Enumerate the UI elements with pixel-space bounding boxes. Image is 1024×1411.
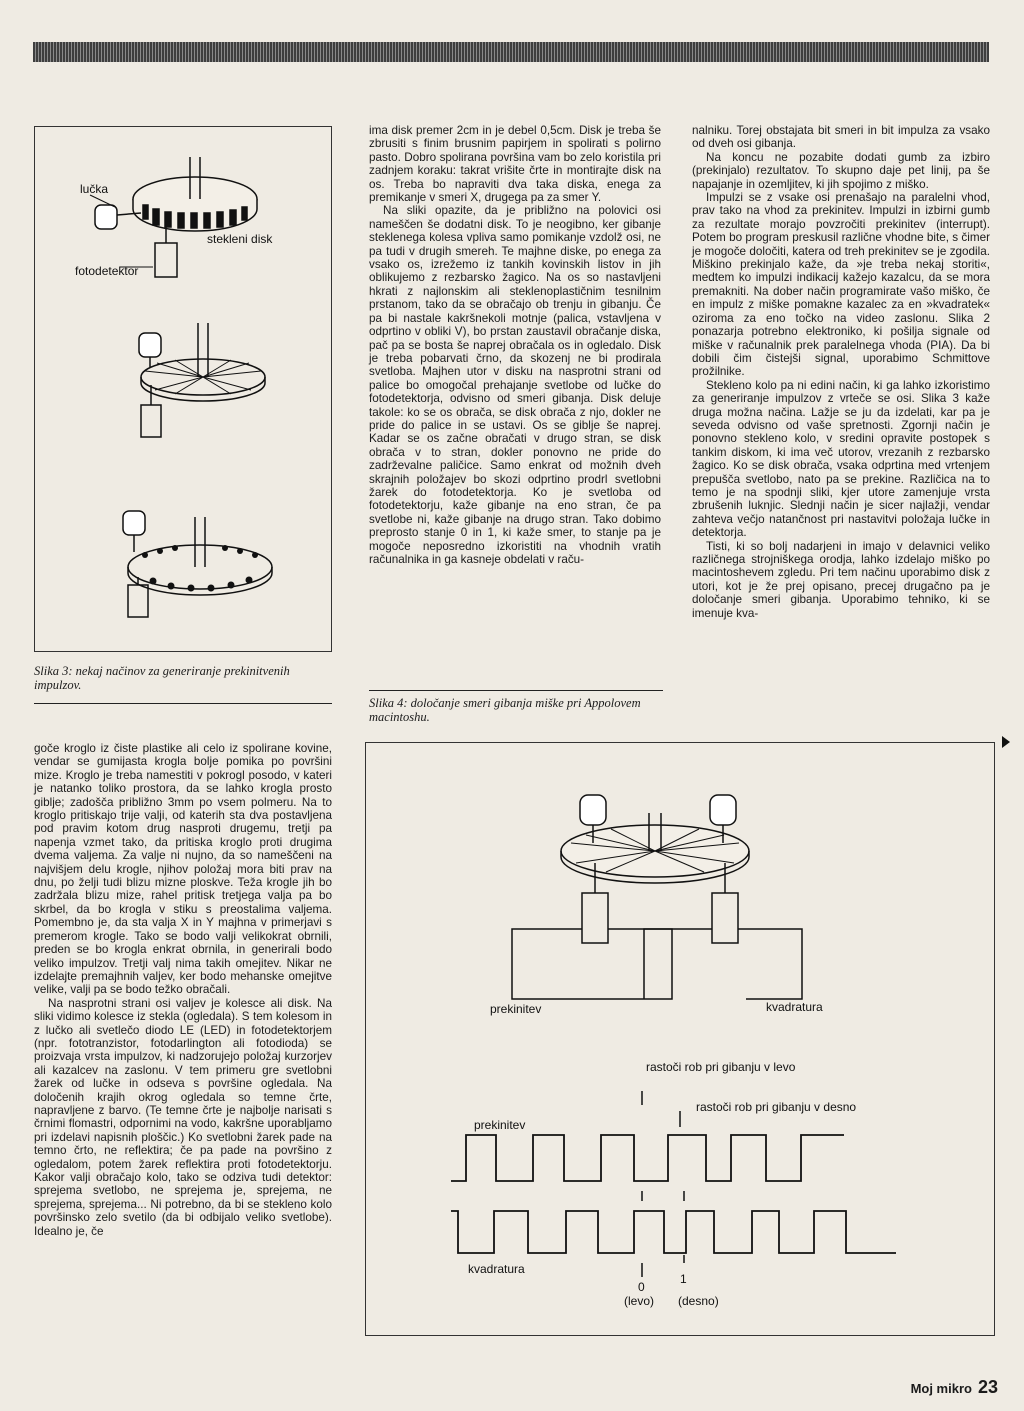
figure-4-label-interrupt-wave: prekinitev <box>474 1118 526 1132</box>
article-col3-paragraph-3: Impulzi se z vsake osi prenašajo na paralelni vhod, prav tako na vhod za prekinitev. Impulzi in izbirni gumb za rezultate morajo povzročiti prekinitev (interrupt). Potem bo program preskusil različne vhodne bite, s čimer je mogoče določiti, katera od treh prekinitev se je zgodila. Miškino prekinjalo kaže, da »je treba nekaj storiti«, medtem ko impulzi indikacij kažejo kazalcu, da se mora premakniti. Na dober način programirate vašo miško, če en impulz z miške pomakne kazalec za en »kvadratek« oziroma za eno točko na video zaslonu. Slika 2 ponazarja potrebno elektroniko, ki pošilja signale od miške v računalnik prek paralelnega vhoda (PIA). Da bi dobili čim čistejši signal, uporabimo Schmittove prožilnike. <box>692 191 990 379</box>
figure-4-label-quadrature-top: kvadratura <box>766 1000 823 1014</box>
article-column-3 <box>692 124 990 620</box>
figure-4-caption: Slika 4: določanje smeri gibanja miške pri Appolovem macintoshu. <box>369 696 641 724</box>
figure-4-label-interrupt-top: prekinitev <box>490 1002 542 1016</box>
figure-4-caption-rule <box>369 690 663 691</box>
figure-3-caption: Slika 3: nekaj načinov za generiranje prekinitvenih impulzov. <box>34 664 290 692</box>
article-col1-paragraph-1: goče kroglo iz čiste plastike ali celo iz spolirane kovine, vendar se gumijasta krogla bolje pomika po površini mize. Kroglo je treba namestiti v pokrogl posodo, v kateri je natanko toliko prostora, da se lahko krogla prosto giblje; zadošča približno 3mm po vsem polmeru. Na to kroglo pritiskajo trije valji, od katerih sta dva postavljena pod pravim kotom drug nasproti drugemu, tretji pa napenja vzmet tako, da pritiska kroglo proti drugima dvema valjema. Za valje ni nujno, da so nameščeni na najvišjem delu krogle, njihov položaj mora biti prav na dnu, po želji tudi blizu mizne ploskve. Teža krogle jih bo zadržala blizu mize, rahel pritisk tretjega valja pa bo skrbel, da bo krogla v stiku s preostalima valjema. Pomembno je, da sta valja X in Y majhna v primerjavi s premerom krogle. Tako se bodo valji velikokrat obrnili, preden se bo krogla enkrat obrnila, in generirali bodo veliko impulzov. Tretji valj nima takih omejitev. Nikar ne izdelajte premajhnih valjev, ker bodo mehanske omejitve velike, valji pa se bodo težko obračali. <box>34 742 332 997</box>
figure-4-label-rising-left: rastoči rob pri gibanju v levo <box>646 1060 796 1074</box>
figure-4-label-right: (desno) <box>678 1294 719 1308</box>
figure-4-label-one: 1 <box>680 1272 687 1286</box>
article-col3-paragraph-4: Stekleno kolo pa ni edini način, ki ga lahko izkoristimo za generiranje impulzov z vrteče se osi. Slika 3 kaže druga možna načina. Lažje se ju da izdelati, kar pa je seveda odvisno od vaše spretnosti. Zgornji način je ponovno stekleno kolo, v sredini opravite postopek s tankim diskom, ki ima več utorov, vrezanih z rezbarsko žagico. Ko se disk obrača, vsaka odprtina med vrtenjem prepušča svetlobo, nato pa se prekine. Različica na to temo je na spodnji sliki, kjer utore zamenjuje vrsta zbrušenih luknjic. Slednji način je sicer najlažji, vendar zahteva večjo natančnost pri nastavitvi položaja lučke in detektorja. <box>692 378 990 540</box>
figure-4-drawing <box>366 743 994 1335</box>
interrupt-waveform <box>451 1135 844 1181</box>
figure-4-label-zero: 0 <box>638 1280 645 1294</box>
figure-4-label-rising-right: rastoči rob pri gibanju v desno <box>696 1100 857 1114</box>
holed-disk <box>123 511 272 617</box>
article-col3-paragraph-2: Na koncu ne pozabite dodati gumb za izbiro (prekinjalo) rezultatov. To skupno daje pet linij, pa še napajanje in ozemljitev, ki jih spojimo z miško. <box>692 150 990 191</box>
article-col3-paragraph-5: Tisti, ki so bolj nadarjeni in imajo v delavnici veliko različnega strojniškega orodja, lahko izdelajo miško po macintoshevem zgledu. Pri tem načinu uporabimo disk z utori, kot je že prej opisano, precej drugačno pa je določanje smeri gibanja. Uporabimo tehniko, ki se imenuje kva- <box>692 539 990 620</box>
page-number: 23 <box>977 1377 998 1397</box>
page-footer <box>911 1377 998 1398</box>
figure-3-label-lamp: lučka <box>80 182 109 196</box>
article-col3-paragraph-1: nalniku. Torej obstajata bit smeri in bit impulza za vsako od dveh osi gibanja. <box>692 124 990 151</box>
header-bar <box>33 42 989 62</box>
article-col2-paragraph-1: ima disk premer 2cm in je debel 0,5cm. Disk je treba še zbrusiti s finim brusnim papirjem in spolirati s polirno pasto. Dobro spolirana površina vam bo zelo koristila pri zadnjem koraku: takrat vrišite črte in montirajte disk na os. Treba bo napraviti dva taka diska, enega za premikanje v smeri X, drugega pa za smer Y. <box>369 124 661 205</box>
figure-4-label-left: (levo) <box>624 1294 655 1308</box>
figure-3-box <box>34 126 332 652</box>
figure-3-label-glass-disk: stekleni disk <box>207 232 273 246</box>
article-column-1 <box>34 742 332 1238</box>
figure-4-label-quadrature-wave: kvadratura <box>468 1262 525 1276</box>
slotted-disk <box>139 323 265 437</box>
article-column-2 <box>369 124 661 566</box>
glass-wheel <box>133 157 257 277</box>
continue-arrow-icon <box>1002 736 1010 748</box>
figure-3-caption-rule <box>34 703 332 704</box>
quadrature-waveform <box>451 1211 896 1253</box>
macintosh-disk <box>512 795 802 999</box>
figure-3-drawing <box>35 127 331 651</box>
article-col2-paragraph-2: Na sliki opazite, da je približno na polovici osi nameščen še dodatni disk. To je neogibno, ker gibanje steklenega kolesa vpliva samo pomikanje vzdolž osi, ne pa tudi v drugih smereh. Te majhne diske, po enega za vsako os, izrežemo iz tankih kovinskih listov in jih oblikujemo z rezbarsko žagico. Na os so nastavljeni hkrati z najlonskim ali steklenoplastičnim tesnilnim prstanom, tako da se obračajo ob trenju in gibanju. Če pa bi nastale kakršnekoli motnje (palica, vstavljena v odprtino v obliki V), bo prstan zaustavil obračanje diska, pač pa se bosta še naprej obračala os in ogledalo. Disk je treba pobarvati črno, da skozenj ne bi prodirala svetloba. Majhen utor v disku na nasprotni strani od palice bo omogočal prehajanje svetlobe od lučke do fotodetektorja, odvisno od smeri gibanja. Disk deluje takole: ko se os obrača, se disk obrača z njo, dokler ne pride do palice in se ustavi. Os se giblje še naprej. Kadar se os začne obračati v drugo stran, se disk obrača v to stran, dokler ponovno ne pride do zadrževalne paličice. Samo enkrat od možnih dveh skrajnih položajev bo skozi odprtino prodrl svetlobni žarek do fotodetektorja. Ko je svetloba od fotodetektorju, kaže gibanje na eno stran, če pa svetlobe ni, kaže gibanje na drugo stran. Tako dobimo preprosto stanje 0 in 1, ki kaže smer, to stanje pa je mogoče neposredno izkoristiti na vhodnih vratih računalnika in ga kasneje obdelati v raču- <box>369 204 661 566</box>
figure-4-box <box>365 742 995 1336</box>
figure-3-label-photodetector: fotodetektor <box>75 264 139 278</box>
waveforms <box>451 1135 896 1253</box>
magazine-name: Moj mikro <box>910 1381 972 1396</box>
article-col1-paragraph-2: Na nasprotni strani osi valjev je kolesce ali disk. Na sliki vidimo kolesce iz stekla (ogledala). S tem kolesom in z lučko ali svetlečo diodo LE (LED) in fotodetektorjem (npr. fototranzistor, fotodarlington ali fotodioda) se proizvaja vrsta impulzov, ki nadzorujejo položaj kurzorjev ali kazalcev na zaslonu. V tem primeru gre svetlobni žarek od lučke in odseva s površine ogledala. Na določenih krajih okrog ogledala so temne črte, napravljene z barvo. (Te temne črte je najbolje narisati s črnimi flomastri, odpornimi na vodo, kakršne uporabljamo pri izdelavi napisnih ploščic.) Ko svetlobni žarek pade na temno črto, ne reflektira; če pa pade na površino z ogledalom, potem žarek reflektira proti fotodetektorju. Kakor valji obračajo kolo, tako se odziva tudi detektor: sprejema svetlobo, ne sprejema je, sprejema, ne sprejema, sprejema... Ni potrebno, da bi se stekleno kolo površinsko zelo svetilo (da bi odbijalo veliko svetlobe). Idealno je, če <box>34 996 332 1238</box>
